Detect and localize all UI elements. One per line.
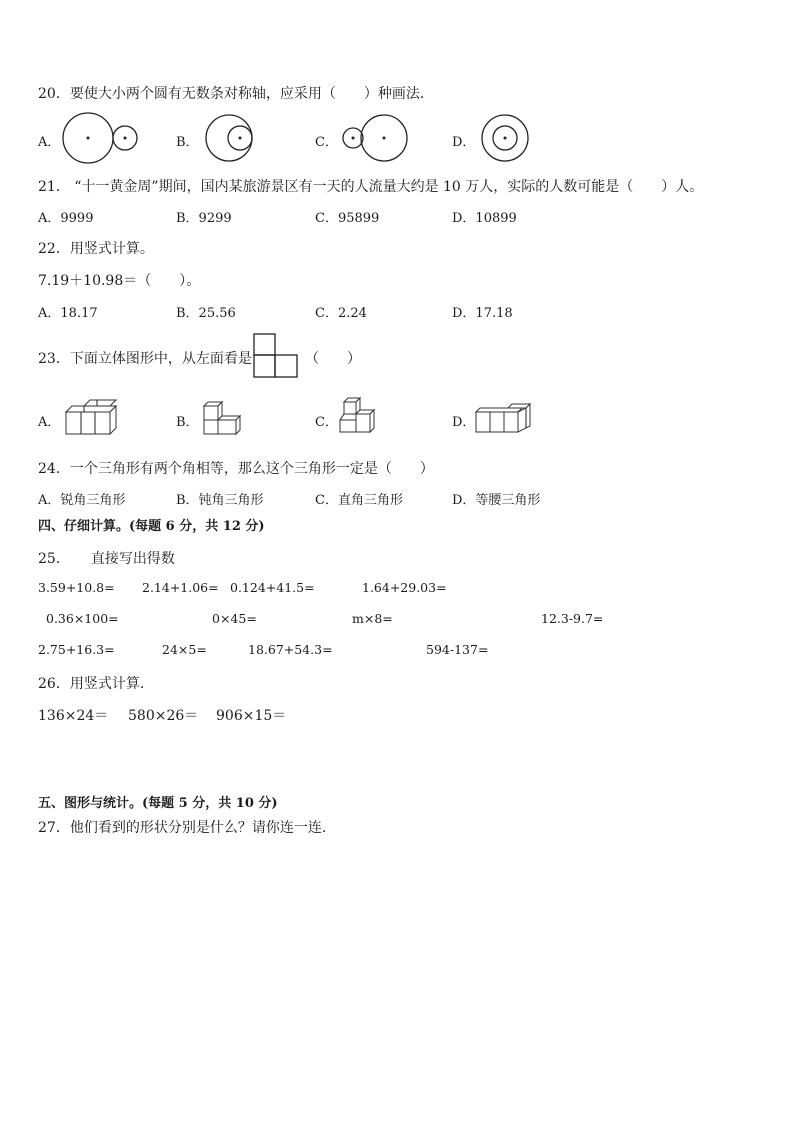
q23-option-c[interactable]: C． (315, 415, 338, 430)
q25-item: 0.36×100= (46, 611, 119, 626)
q25-item: 3.59+10.8= (38, 580, 115, 595)
q23-option-b[interactable]: B． (176, 415, 199, 430)
q24-option-b[interactable]: B．钝角三角形 (176, 493, 264, 508)
q23-figure-a (64, 398, 120, 436)
q23-text: 23．下面立体图形中，从左面看是 (38, 351, 252, 367)
q22-text: 22．用竖式计算。 (38, 241, 154, 257)
q26-item: 906×15＝ (216, 708, 287, 724)
q23-figure-b (200, 398, 244, 438)
q23-option-a[interactable]: A． (38, 415, 61, 430)
q25-item: 2.75+16.3= (38, 642, 115, 657)
q20-option-c[interactable]: C． (315, 135, 338, 150)
q20-figure-b (204, 112, 264, 164)
q21-text: 21． “十一黄金周”期间，国内某旅游景区有一天的人流量大约是 10 万人，实际的人数可能是（ ）人。 (38, 179, 704, 195)
q20-figure-c (340, 112, 410, 164)
q25-item: 594-137= (426, 642, 489, 657)
q22-option-d[interactable]: D．17.18 (452, 306, 513, 321)
q20-text: 20．要使大小两个圆有无数条对称轴，应采用（ ）种画法． (38, 86, 434, 102)
q25-text: 25． 直接写出得数 (38, 551, 175, 567)
q22-expression: 7.19＋10.98＝（ ）。 (38, 273, 201, 289)
q22-option-c[interactable]: C．2.24 (315, 306, 367, 321)
q20-option-a[interactable]: A． (38, 135, 61, 150)
q25-item: m×8= (352, 611, 393, 626)
q22-option-b[interactable]: B．25.56 (176, 306, 236, 321)
q23-left-view-figure (253, 333, 299, 379)
q23-figure-c (338, 396, 378, 438)
q25-item: 0.124+41.5= (230, 580, 315, 595)
q21-option-c[interactable]: C．95899 (315, 211, 380, 226)
q20-option-b[interactable]: B． (176, 135, 199, 150)
q20-figure-d (480, 112, 532, 164)
q20-figure-a (60, 112, 140, 164)
section-4-title: 四、仔细计算。(每题 6 分，共 12 分) (38, 519, 265, 534)
q23-figure-d (474, 402, 534, 436)
q25-item: 12.3-9.7= (541, 611, 604, 626)
q21-option-a[interactable]: A．9999 (38, 211, 94, 226)
q25-item: 1.64+29.03= (362, 580, 447, 595)
q23-paren: （ ） (305, 351, 361, 367)
q21-option-d[interactable]: D．10899 (452, 211, 517, 226)
q24-option-a[interactable]: A．锐角三角形 (38, 493, 126, 508)
q26-item: 136×24＝ (38, 708, 109, 724)
q26-item: 580×26＝ (128, 708, 199, 724)
q24-option-c[interactable]: C．直角三角形 (315, 493, 403, 508)
q25-item: 24×5= (162, 642, 207, 657)
section-5-title: 五、图形与统计。(每题 5 分，共 10 分) (38, 796, 278, 811)
q26-text: 26．用竖式计算. (38, 676, 145, 692)
q25-item: 0×45= (212, 611, 257, 626)
q22-option-a[interactable]: A．18.17 (38, 306, 98, 321)
q24-option-d[interactable]: D．等腰三角形 (452, 493, 541, 508)
q25-item: 2.14+1.06= (142, 580, 219, 595)
q20-option-d[interactable]: D． (452, 135, 476, 150)
q27-text: 27．他们看到的形状分别是什么？请你连一连. (38, 820, 327, 836)
q24-text: 24．一个三角形有两个角相等，那么这个三角形一定是（ ） (38, 461, 434, 477)
q23-option-d[interactable]: D． (452, 415, 476, 430)
q21-option-b[interactable]: B．9299 (176, 211, 232, 226)
q25-item: 18.67+54.3= (248, 642, 333, 657)
